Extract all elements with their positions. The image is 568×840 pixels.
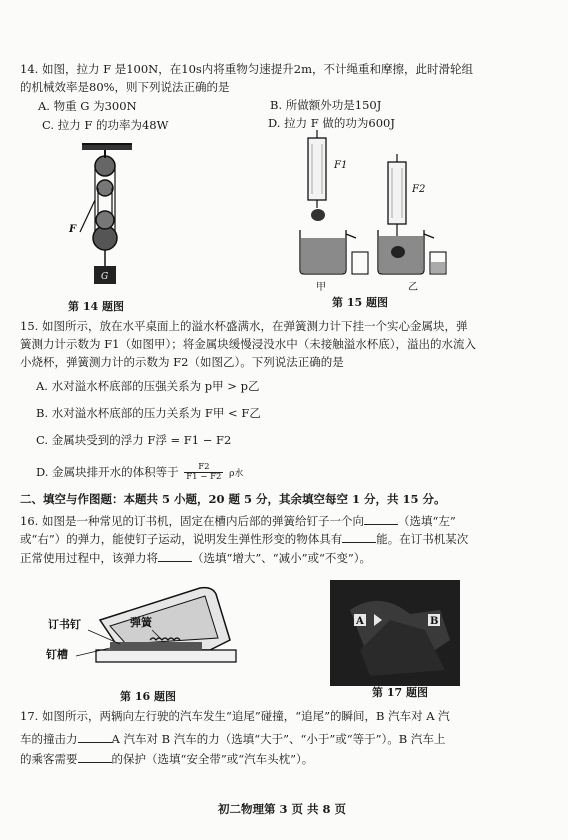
staple-slot: [110, 642, 202, 650]
page-footer: 初二物理第 3 页 共 8 页: [218, 802, 347, 816]
q14-line1: 14. 如图，拉力 F 是100N，在10s内将重物匀速提升2m，不计绳重和摩擦，此时滑轮组: [20, 62, 473, 76]
spring-scale-jia: [308, 138, 326, 200]
q17-line1: 17. 如图所示，两辆向左行驶的汽车发生“追尾”碰撞，“追尾”的瞬间，B 汽车对 A 汽: [20, 709, 450, 723]
q15-option-c: C. 金属块受到的浮力 F浮 = F1 − F2: [36, 433, 232, 447]
metal-block-yi: [391, 246, 405, 258]
q15-line1: 15. 如图所示，放在水平桌面上的溢水杯盛满水，在弹簧测力计下挂一个实心金属块，弹: [20, 319, 468, 333]
buoyancy-figure: [290, 128, 460, 298]
q16-blank-change[interactable]: [158, 551, 192, 562]
pull-rope: [80, 200, 95, 232]
q16-line2-tail: 能。在订书机某次: [376, 532, 469, 546]
q17-line2: [20, 732, 445, 748]
q16-line2: [20, 532, 468, 548]
q17-blank-force[interactable]: [78, 732, 112, 743]
q15-option-a: A. 水对溢水杯底部的压强关系为 p甲 > p乙: [36, 379, 260, 393]
q15-line3: 小烧杯，弹簧测力计的示数为 F2（如图乙）。下列说法正确的是: [20, 355, 344, 369]
label-yi: 乙: [408, 282, 418, 293]
label-staple-slot: 钉槽: [46, 648, 68, 661]
section2-heading: 二、填空与作图题：本题共 5 小题，20 题 5 分，其余填空每空 1 分，共 15 分。: [20, 492, 446, 506]
fig15-caption: 第 15 题图: [332, 296, 388, 309]
q16-blank-energy[interactable]: [342, 532, 376, 543]
q16-line1-hint: （选填“左”: [397, 514, 456, 528]
q16-line3-hint: （选填“增大”、“减小”或“不变”）。: [192, 551, 372, 565]
stapler-figure: [40, 580, 250, 690]
label-staples: 订书钉: [48, 618, 81, 631]
overflow-cup-water-jia: [301, 238, 345, 273]
fig17-caption: 第 17 题图: [372, 686, 428, 699]
fixed-pulley-lower: [97, 180, 113, 196]
car-collision-figure: [330, 580, 460, 686]
q16-line2-text: 或“右”）的弹力，能使钉子运动，说明发生弹性形变的物体具有: [20, 532, 343, 546]
q17-line2-hint: A 汽车对 B 汽车的力（选填“大于”、“小于”或“等于”）。B 汽车上: [111, 732, 446, 746]
q16-blank-direction[interactable]: [364, 514, 398, 525]
label-car-b: B: [430, 616, 439, 627]
q14-option-d: D. 拉力 F 做的功为600J: [268, 116, 395, 130]
q14-option-b: B. 所做额外功是150J: [270, 98, 382, 112]
fig16-caption: 第 16 题图: [120, 690, 176, 703]
force-label-f: F: [69, 224, 77, 235]
q15-option-d-suffix: ρ水: [229, 468, 244, 479]
q17-blank-protection[interactable]: [78, 752, 112, 763]
metal-block-jia: [311, 209, 325, 221]
label-jia: 甲: [316, 282, 326, 293]
movable-pulley-upper: [96, 211, 114, 229]
fixed-pulley-upper: [95, 156, 115, 176]
q15-option-d: [36, 463, 243, 483]
q15-option-d-fraction: [184, 463, 223, 483]
small-beaker-jia: [352, 252, 368, 274]
q16-line3: [20, 551, 371, 567]
fig14-caption: 第 14 题图: [68, 300, 124, 313]
q17-line3: [20, 752, 313, 768]
q15-option-b: B. 水对溢水杯底部的压力关系为 F甲 < F乙: [36, 406, 261, 420]
fraction-numerator: F2: [184, 463, 223, 473]
q16-line1-text: 16. 如图是一种常见的订书机，固定在槽内后部的弹簧给钉子一个向: [20, 514, 364, 528]
q14-option-c: C. 拉力 F 的功率为48W: [42, 118, 169, 132]
q16-line1: [20, 514, 456, 530]
force-label-f2: F2: [412, 184, 426, 195]
q17-line3-hint: 的保护（选填“安全带”或“汽车头枕”）。: [111, 752, 314, 766]
label-spring: 弹簧: [130, 616, 152, 629]
q15-option-d-prefix: D. 金属块排开水的体积等于: [36, 464, 179, 479]
q17-line3-text: 的乘客需要: [20, 752, 78, 766]
q17-line2-text: 车的撞击力: [20, 732, 78, 746]
force-label-f1: F1: [334, 160, 348, 171]
label-car-a: A: [356, 616, 364, 627]
fraction-denominator: F1 − F2: [186, 472, 222, 483]
q15-line2: 簧测力计示数为 F1（如图甲）；将金属块缓慢浸没水中（未接触溢水杯底），溢出的水流入: [20, 337, 476, 351]
stapler-base: [96, 650, 236, 662]
spring-scale-yi: [388, 162, 406, 224]
weight-label-g: G: [101, 272, 109, 282]
q16-line3-text: 正常使用过程中，该弹力将: [20, 551, 158, 565]
pulley-figure: [60, 140, 170, 300]
q14-option-a: A. 物重 G 为300N: [38, 99, 137, 113]
q14-line2: 的机械效率是80%，则下列说法正确的是: [20, 80, 230, 94]
